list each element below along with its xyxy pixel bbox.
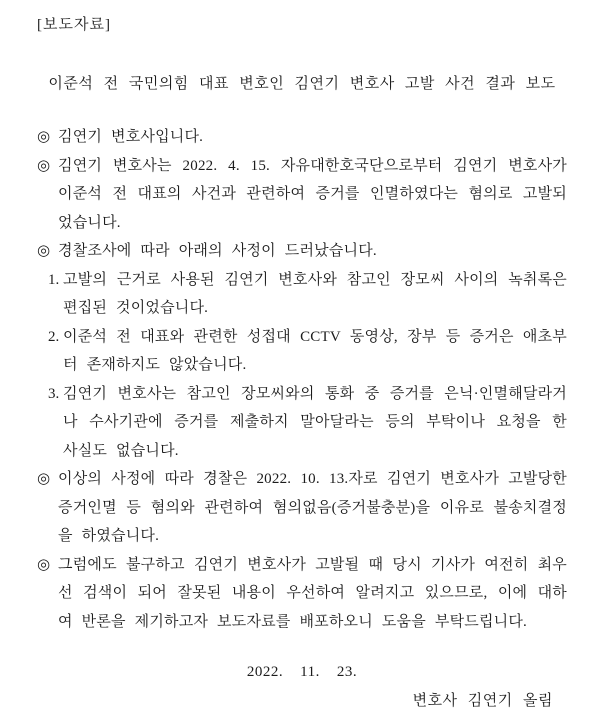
date-line: 2022. 11. 23. — [37, 658, 567, 687]
paragraph — [37, 123, 567, 152]
document-tag: [보도자료] — [37, 11, 567, 40]
list-item-text: 이준석 전 대표와 관련한 성접대 CCTV 동영상, 장부 등 증거은 애초부터 존재하지도 않았습니다. — [63, 323, 567, 380]
item-number: 3. — [48, 380, 63, 409]
paragraph-text: 그럼에도 불구하고 김연기 변호사가 고발될 때 당시 기사가 여전히 최우선 검색이 되어 잘못된 내용이 우선하여 알려지고 있으므로, 이에 대하여 반론을 제기하고자 보도자료를 배포하오니 도움을 부탁드립니다. — [58, 551, 567, 637]
bullet-marker: ◎ — [37, 551, 58, 580]
paragraph — [37, 551, 567, 637]
paragraph — [37, 152, 567, 238]
bullet-marker: ◎ — [37, 123, 58, 152]
paragraph — [37, 465, 567, 551]
list-item — [37, 266, 567, 323]
paragraph-text: 김연기 변호사입니다. — [58, 123, 567, 152]
signature-line: 변호사 김연기 올림 — [37, 687, 567, 715]
list-item — [37, 323, 567, 380]
bullet-marker: ◎ — [37, 152, 58, 181]
item-number: 1. — [48, 266, 63, 295]
list-item-text: 고발의 근거로 사용된 김연기 변호사와 참고인 장모씨 사이의 녹취록은 편집된 것이었습니다. — [63, 266, 567, 323]
bullet-marker: ◎ — [37, 237, 58, 266]
paragraph-text: 김연기 변호사는 2022. 4. 15. 자유대한호국단으로부터 김연기 변호사가 이준석 전 대표의 사건과 관련하여 증거를 인멸하였다는 혐의로 고발되었습니다. — [58, 152, 567, 238]
list-item — [37, 380, 567, 466]
list-item-text: 김연기 변호사는 참고인 장모씨와의 통화 중 증거를 은닉·인멸해달라거나 수사기관에 증거를 제출하지 말아달라는 등의 부탁이나 요청을 한 사실도 없습니다. — [63, 380, 567, 466]
item-number: 2. — [48, 323, 63, 352]
paragraph — [37, 237, 567, 266]
document-title: 이준석 전 국민의힘 대표 변호인 김연기 변호사 고발 사건 결과 보도 — [37, 70, 567, 99]
bullet-marker: ◎ — [37, 465, 58, 494]
document-body — [37, 123, 567, 636]
paragraph-text: 이상의 사정에 따라 경찰은 2022. 10. 13.자로 김연기 변호사가 고발당한 증거인멸 등 혐의와 관련하여 혐의없음(증거불충분)을 이유로 불송치결정을 하였습니다. — [58, 465, 567, 551]
paragraph-text: 경찰조사에 따라 아래의 사정이 드러났습니다. — [58, 237, 567, 266]
